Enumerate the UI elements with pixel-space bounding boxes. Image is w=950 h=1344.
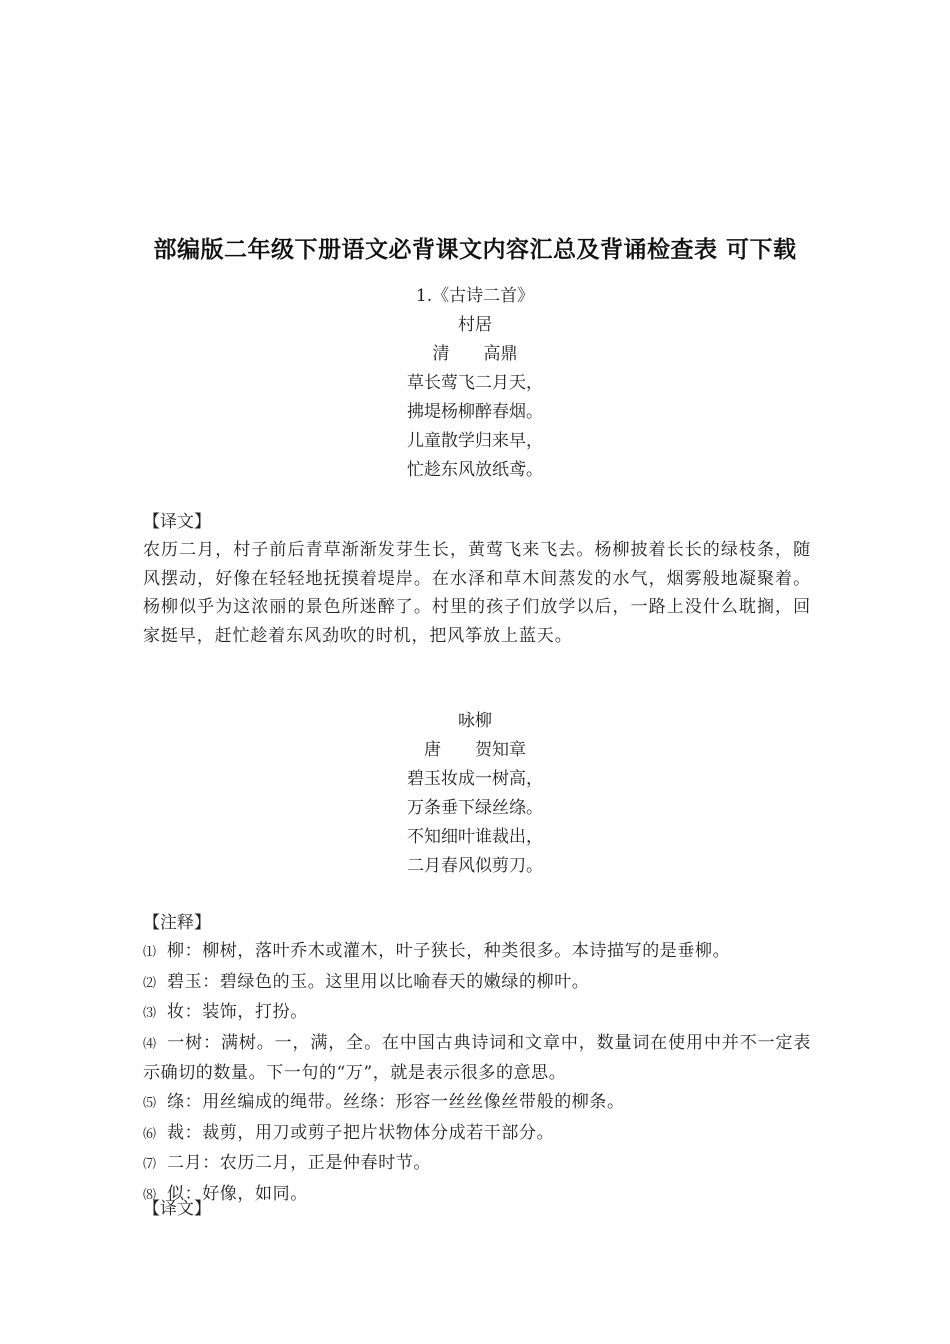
note-number: ⑻ [143,1187,157,1203]
note-number: ⑴ [143,945,157,960]
notes-heading: 【注释】 [143,913,211,933]
document-title: 部编版二年级下册语文必背课文内容汇总及背诵检查表 可下载 [153,237,797,263]
notes-section [143,909,811,1210]
note-item [143,968,811,999]
section-heading: 1.《古诗二首》 [415,286,535,306]
note-text: 一树：满树。一，满，全。在中国古典诗词和文章中，数量词在使用中并不一定表示确切的数量。下一句的“万”，就是表示很多的意思。 [143,1032,811,1084]
note-number: ⑷ [143,1036,157,1052]
note-text: 绦：用丝编成的绳带。丝绦：形容一丝丝像丝带般的柳条。 [167,1091,625,1112]
note-text: 裁：裁剪，用刀或剪子把片状物体分成若干部分。 [167,1122,555,1143]
note-number: ⑺ [143,1157,157,1173]
translation-heading: 【译文】 [143,512,211,532]
poem-line: 碧玉妆成一树高， [407,769,543,789]
note-number: ⑶ [143,1006,157,1022]
note-text: 似：好像，如同。 [167,1183,308,1204]
poem-cunju [0,282,950,485]
note-number: ⑹ [143,1126,157,1142]
note-number: ⑸ [143,1095,157,1111]
translation-heading: 【译文】 [143,1199,211,1219]
poem-title: 村居 [458,315,492,335]
note-text: 二月：农历二月，正是仲春时节。 [167,1153,431,1174]
poem-line: 万条垂下绿丝绦。 [407,798,543,818]
poem-author: 清 高鼎 [432,344,518,364]
note-text: 妆：装饰，打扮。 [167,1002,308,1023]
note-item [143,1149,811,1180]
note-item [143,1029,811,1088]
note-item [143,1119,811,1150]
poem-line: 不知细叶谁裁出， [407,827,543,847]
poem-line: 草长莺飞二月天， [407,373,543,393]
poem-line: 二月春风似剪刀。 [407,856,543,876]
note-item [143,998,811,1029]
note-text: 碧玉：碧绿色的玉。这里用以比喻春天的嫩绿的柳叶。 [167,971,590,992]
note-item [143,937,811,968]
poem-line: 忙趁东风放纸鸢。 [407,460,543,480]
poem-title: 咏柳 [458,711,492,731]
poem-line: 儿童散学归来早， [407,431,543,451]
note-item [143,1088,811,1119]
translation-text: 农历二月，村子前后青草渐渐发芽生长，黄莺飞来飞去。杨柳披着长长的绿枝条，随风摆动，好像在轻轻地抚摸着堤岸。在水泽和草木间蒸发的水气，烟雾般地凝聚着。杨柳似乎为这浓丽的景色所迷醉了。村里的孩子们放学以后，一路上没什么耽搁，回家挺早，赶忙趁着东风劲吹的时机，把风筝放上蓝天。 [143,540,811,646]
translation-yongliu [143,1195,811,1223]
poem-yongliu [0,707,950,881]
note-text: 柳：柳树，落叶乔木或灌木，叶子狭长，种类很多。本诗描写的是垂柳。 [167,941,731,961]
poem-line: 拂堤杨柳醉春烟。 [407,402,543,422]
translation-cunju [143,508,811,650]
note-number: ⑵ [143,975,157,991]
poem-author: 唐 贺知章 [424,740,526,760]
